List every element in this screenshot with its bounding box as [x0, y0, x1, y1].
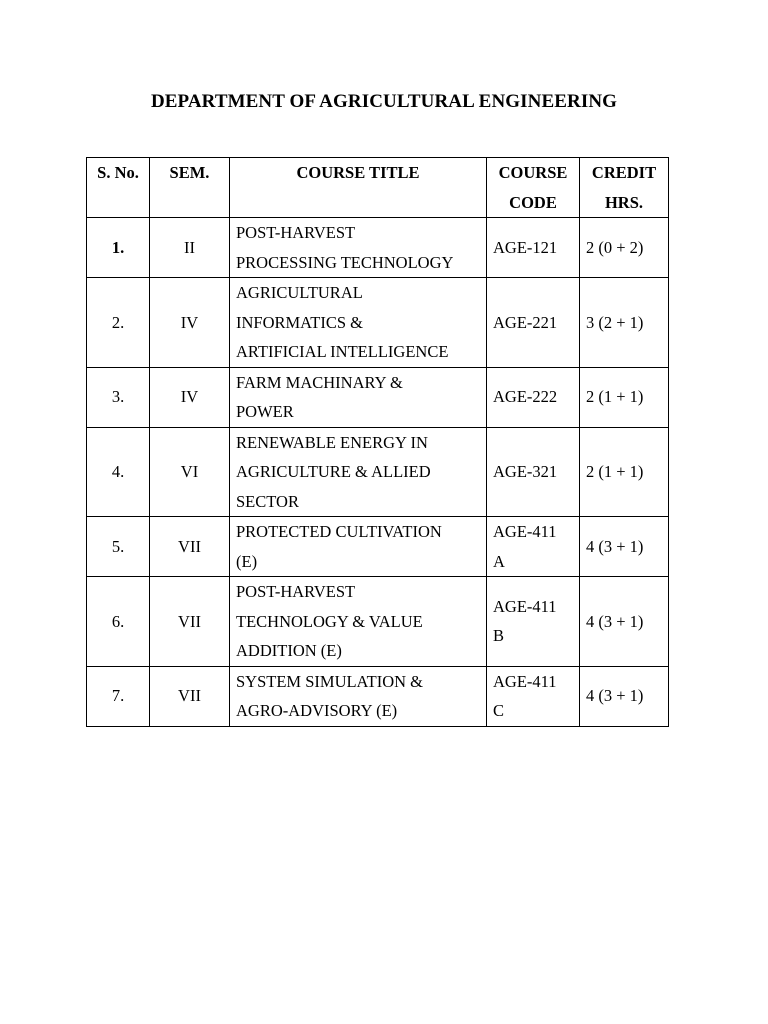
course-title-line: RENEWABLE ENERGY IN — [236, 432, 428, 452]
cell-course-title — [230, 427, 487, 517]
course-code-line: AGE-411 — [493, 522, 557, 541]
table-row — [87, 367, 669, 427]
course-code-line: B — [493, 626, 505, 646]
course-title-line: POWER — [236, 402, 294, 421]
cell-sem: VI — [150, 427, 230, 517]
header-sno: S. No. — [87, 158, 150, 218]
cell-course-code — [487, 278, 580, 368]
table-row — [87, 427, 669, 517]
header-course-code-line2: CODE — [509, 192, 557, 212]
cell-credit-hrs: 3 (2 + 1) — [580, 278, 669, 368]
course-title-line: POST-HARVEST — [236, 223, 356, 242]
cell-credit-hrs: 2 (1 + 1) — [580, 367, 669, 427]
header-course-code-line1: COURSE — [498, 163, 568, 182]
cell-course-title — [230, 278, 487, 368]
cell-credit-hrs: 4 (3 + 1) — [580, 517, 669, 577]
course-code-line: AGE-411 — [493, 671, 557, 691]
course-title-line: ARTIFICIAL INTELLIGENCE — [236, 342, 449, 361]
cell-sno: 4. — [87, 427, 150, 517]
cell-credit-hrs: 2 (1 + 1) — [580, 427, 669, 517]
table-row — [87, 577, 669, 667]
cell-sno: 6. — [87, 577, 150, 667]
cell-course-code — [487, 666, 580, 726]
cell-sem: VII — [150, 577, 230, 667]
course-title-line: FARM MACHINARY & — [236, 372, 403, 392]
cell-course-title — [230, 517, 487, 577]
course-title-line: AGRICULTURAL — [236, 283, 363, 302]
cell-course-title — [230, 367, 487, 427]
cell-sno: 3. — [87, 367, 150, 427]
course-code-line: AGE-222 — [493, 387, 558, 407]
course-code-line: AGE-221 — [493, 312, 558, 332]
course-title-line: PROTECTED CULTIVATION — [236, 522, 442, 541]
cell-sno: 2. — [87, 278, 150, 368]
cell-sno: 7. — [87, 666, 150, 726]
course-code-line: C — [493, 701, 505, 720]
header-credit-line2: HRS. — [604, 192, 644, 212]
cell-sem: II — [150, 218, 230, 278]
cell-course-code — [487, 427, 580, 517]
table-body — [87, 218, 669, 727]
course-title-line: INFORMATICS & — [236, 312, 363, 332]
course-title-line: PROCESSING TECHNOLOGY — [236, 252, 454, 272]
cell-sem: IV — [150, 278, 230, 368]
cell-course-code — [487, 577, 580, 667]
header-course-code — [487, 158, 580, 218]
course-title-line: AGRICULTURE & ALLIED — [236, 462, 431, 481]
course-title-line: POST-HARVEST — [236, 582, 356, 601]
cell-credit-hrs: 2 (0 + 2) — [580, 218, 669, 278]
page-title: DEPARTMENT OF AGRICULTURAL ENGINEERING — [150, 91, 618, 112]
table-row — [87, 666, 669, 726]
cell-credit-hrs: 4 (3 + 1) — [580, 577, 669, 667]
cell-course-code — [487, 367, 580, 427]
table-row — [87, 278, 669, 368]
course-title-line: ADDITION (E) — [236, 641, 342, 660]
header-credit-line1: CREDIT — [591, 163, 657, 182]
header-credit-hrs — [580, 158, 669, 218]
course-title-line: (E) — [236, 551, 258, 571]
cell-sno: 5. — [87, 517, 150, 577]
course-code-line: A — [493, 551, 505, 571]
cell-credit-hrs: 4 (3 + 1) — [580, 666, 669, 726]
cell-course-code — [487, 218, 580, 278]
course-code-line: AGE-411 — [493, 596, 557, 616]
cell-course-title — [230, 577, 487, 667]
course-title-line: TECHNOLOGY & VALUE — [236, 611, 423, 631]
course-title-line: SECTOR — [236, 491, 299, 511]
course-code-line: AGE-121 — [493, 237, 558, 257]
header-course-title: COURSE TITLE — [230, 158, 487, 218]
header-sem: SEM. — [150, 158, 230, 218]
table-row — [87, 517, 669, 577]
cell-sem: VII — [150, 666, 230, 726]
table-header-row — [87, 158, 669, 218]
course-table — [86, 157, 669, 727]
course-code-line: AGE-321 — [493, 462, 558, 481]
cell-course-title — [230, 218, 487, 278]
cell-course-code — [487, 517, 580, 577]
cell-sem: IV — [150, 367, 230, 427]
cell-sno: 1. — [87, 218, 150, 278]
course-title-line: SYSTEM SIMULATION & — [236, 671, 424, 691]
course-title-line: AGRO-ADVISORY (E) — [236, 701, 398, 720]
cell-sem: VII — [150, 517, 230, 577]
table-row — [87, 218, 669, 278]
cell-course-title — [230, 666, 487, 726]
